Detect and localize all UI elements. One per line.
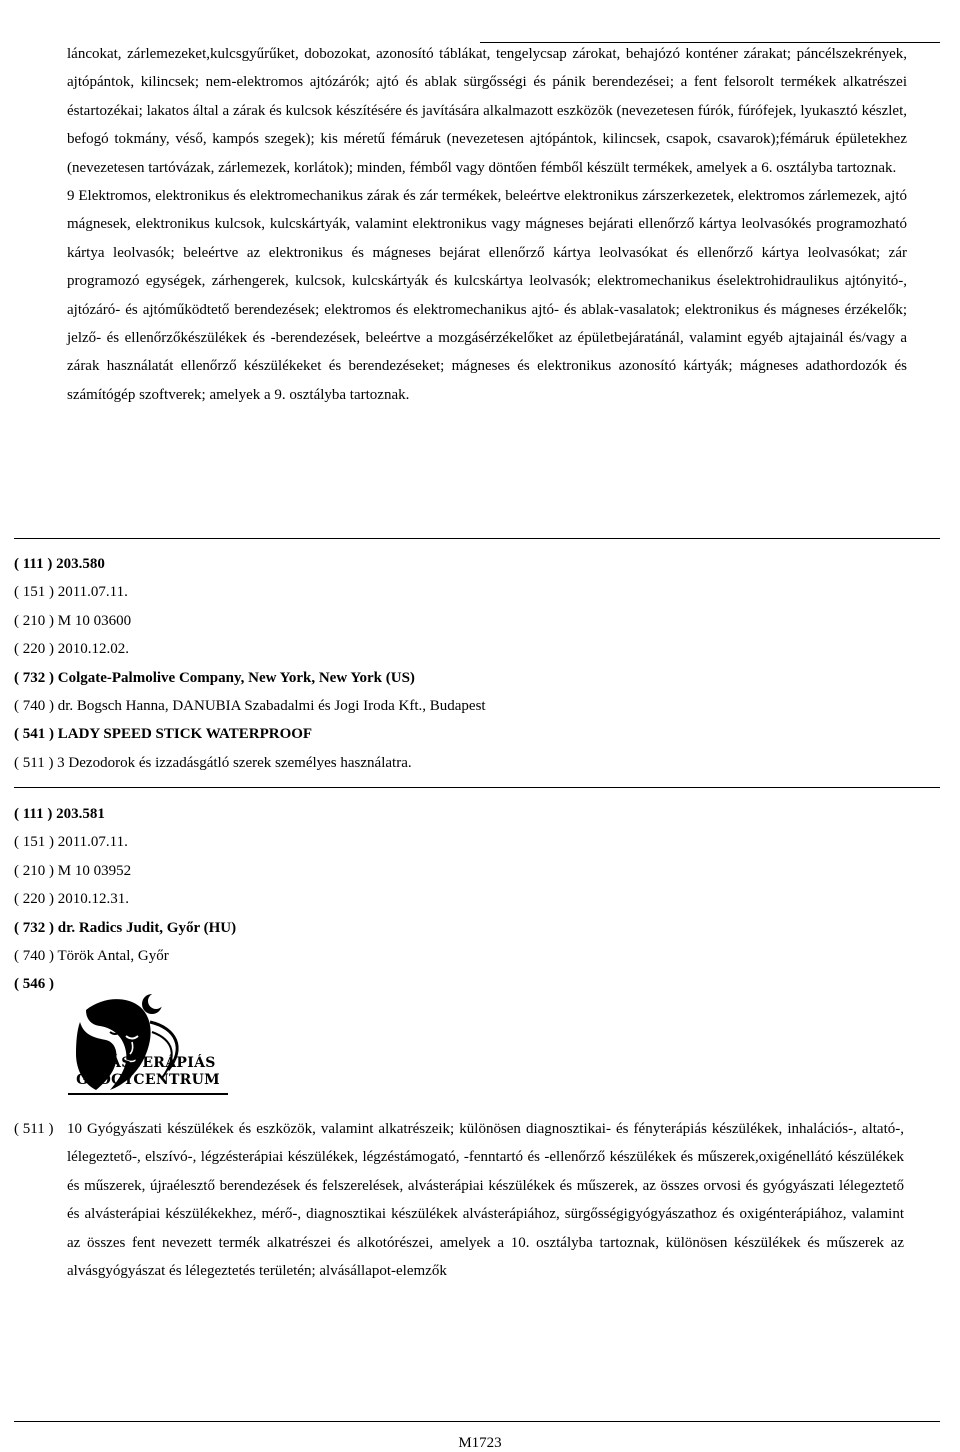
class-9-paragraph: 9 Elektromos, elektronikus és elektromechanikus zárak és zár termékek, beleértve elektronikus zárszerkezetek, elektromos zárlemezek, ajtó mágnesek, elektronikus kulcsok, kulcskártyák, valamint elektronikus vagy mágneses bejárati ellenőrző kártya leolvasókés programozható kártya leolvasók; beleértve az elektronikus és mágneses bejárat ellenőrző kártya leolvasókat és ellenőrző kártya leolvasókat; zár programozó egységek, zárhengerek, kulcsok, kulcskártyák és kulcskártya leolvasók; elektromechanikus éselektrohidraulikus ajtónyitó-, ajtózáró- és ajtóműködtető berendezések; elektromos és elektromechanikus ajtó- és ablak-vasalatok; elektronikus és mágneses érzékelők; jelző- és ellenőrzőkészülékek és -berendezések, beleértve a mozgásérzékelőket az épületbejáratánál, valamint egyéb ajtajainál és/vagy a zárak használatát ellenőrző készülékeket és berendezéseket; mágneses és elektronikus azonosító kártyák; mágneses adathordozók és számítógép szoftverek; amelyek a 9. osztályba tartoznak.: [67, 188, 907, 403]
application-number: ( 210 ) M 10 03952: [14, 862, 132, 879]
goods-code: ( 511 ): [14, 1121, 54, 1137]
trademark-entry-203581: [14, 800, 914, 999]
goods-description: 10 Gyógyászati készülékek és eszközök, valamint alkatrészeik; különösen diagnosztikai- és fényterápiás készülékek, inhalációs-, altató-, lélegeztető-, elszívó-, légzésterápiai készülékek, légzéstámogató, -fenntartó és -ellenőrző készülékek és műszerek,oxigénellátó készülékek és műszerek, újraélesztő berendezések és felszerelések, alvásterápiai készülékek és műszerek, az összes orvosi és gyógyászati lélegeztető és alvásterápiai készülékekhez, mérő-, diagnosztikai készülékek alvásterápiához, sürgősségigyógyászathoz és oxigénterápiához, valamint az összes fent nevezett termék alkatrészei és alkotórészei, amelyek a 10. osztályba tartoznak, különösen készülékek és műszerek az alvásgyógyászat és lélegeztetés területén; alvásállapot-elemzők: [67, 1121, 904, 1280]
holder: ( 732 ) Colgate-Palmolive Company, New York, New York (US): [14, 669, 415, 686]
page-number: M1723: [458, 1435, 502, 1451]
goods-classification-10: [14, 1115, 904, 1285]
continuation-text: [67, 40, 907, 409]
filing-date: ( 220 ) 2010.12.31.: [14, 891, 129, 908]
entry-separator: [14, 787, 940, 788]
holder: [14, 914, 914, 942]
holder-name: dr. Radics Judit, Győr (HU): [57, 919, 237, 936]
filing-date: ( 220 ) 2010.12.02.: [14, 641, 129, 658]
journal-title: Szabadalmi Közlöny és Védjegyértesítő 116. évfolyam 16. szám, 2011.08.29.: [247, 1, 713, 17]
goods-classification: ( 511 ) 3 Dezodorok és izzadásgátló szerek személyes használatra.: [14, 754, 412, 771]
registration-number: ( 111 ) 203.581: [14, 806, 105, 822]
application-number: ( 210 ) M 10 03600: [14, 612, 132, 629]
class-6-paragraph: láncokat, zárlemezeket,kulcsgyűrűket, dobozokat, azonosító táblákat, tengelycsap zárokat, behajózó konténer zárakat; páncélszekrények, ajtópántok, kilincsek; nem-elektromos ajtózárók; ajtó és ablak sürgősségi és pánik berendezései; a fent felsorolt termékek alkatrészei éstartozékai; lakatos által a zárak és kulcsok készítésére és javítására alkalmazott eszközök (nevezetesen fúrók, fúrófejek, lyukasztó készlet, befogó tokmány, véső, kampós szegek); kis méretű fémáruk (nevezetesen ajtópántok, kilincsek, csapok, csavarok);fémáruk épületekhez (nevezetesen tartóvázak, zárlemezek, korlátok); minden, fémből vagy döntően fémből készült termékek, amelyek a 6. osztályba tartoznak.: [67, 46, 907, 176]
footer-rule: [14, 1421, 940, 1422]
figurative-mark-label: ( 546 ): [14, 976, 54, 993]
logo-text-line2: GYÓGYCENTRUM: [76, 1072, 220, 1088]
representative: [14, 692, 914, 720]
registration-date: ( 151 ) 2011.07.11.: [14, 834, 128, 851]
logo-underline: [68, 1093, 228, 1095]
representative-code: ( 740 ): [14, 697, 58, 714]
representative: ( 740 ) Török Antal, Győr: [14, 947, 169, 964]
registration-number: ( 111 ) 203.580: [14, 556, 105, 572]
page-header: [0, 0, 960, 44]
section-title: Nemzeti lajstromozott védjegyek: [380, 20, 580, 36]
logo-text-line1: ALVÁSTERÁPIÁS: [80, 1055, 216, 1071]
representative-name: dr. Bogsch Hanna, DANUBIA Szabadalmi és Jogi Iroda Kft., Budapest: [57, 697, 486, 714]
word-mark: ( 541 ) LADY SPEED STICK WATERPROOF: [14, 726, 313, 743]
entry-separator: [14, 538, 940, 539]
trademark-entry-203580: [14, 550, 914, 777]
holder-code: ( 732 ): [14, 919, 58, 936]
registration-date: ( 151 ) 2011.07.11.: [14, 584, 128, 601]
